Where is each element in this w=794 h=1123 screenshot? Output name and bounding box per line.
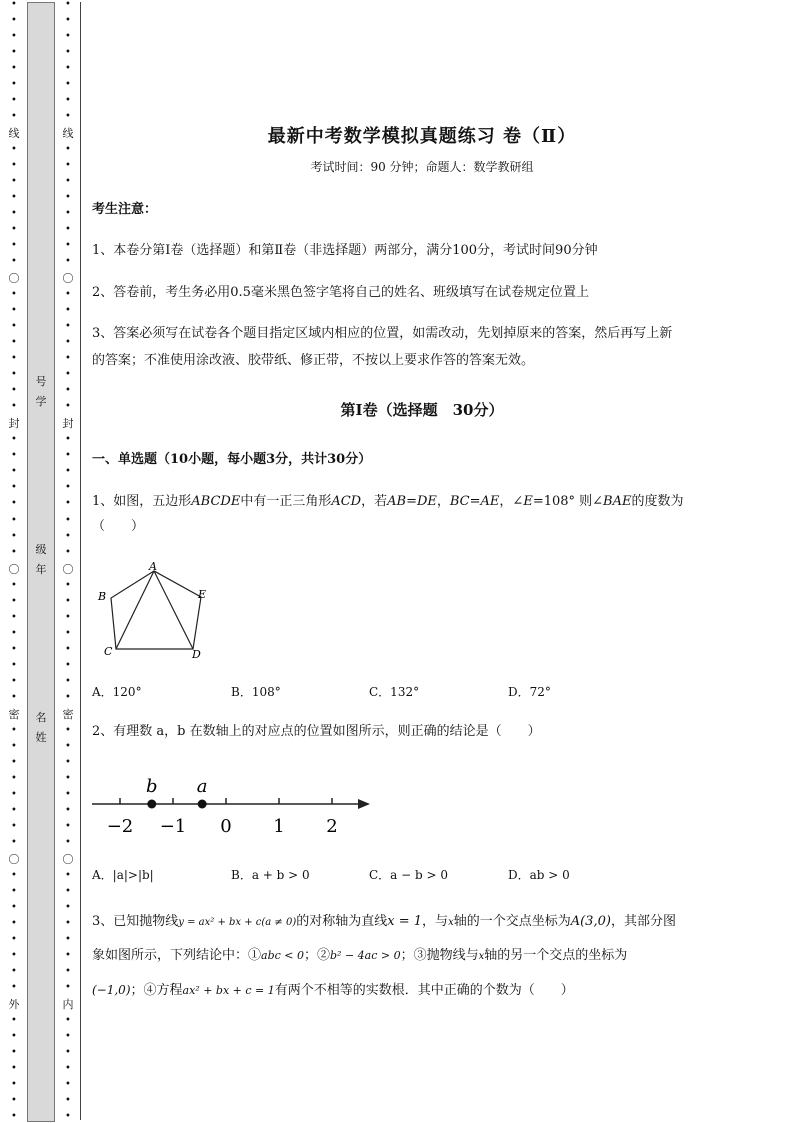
- margin-dot: •: [65, 337, 71, 349]
- margin-dot: •: [11, 176, 17, 188]
- margin-dot: •: [11, 305, 17, 317]
- label-text: 级 年: [35, 543, 47, 576]
- point-label-b: B: [98, 590, 107, 603]
- margin-dot: •: [11, 724, 17, 736]
- margin-mark: 密: [62, 707, 74, 721]
- notice-item-2: 2、答卷前，考生务必用0.5毫米黑色签字笔将自己的姓名、班级填写在试卷规定位置上: [92, 285, 589, 300]
- q3-eq: abc < 0: [261, 949, 304, 962]
- point-b-label: b: [146, 776, 158, 797]
- margin-dot: •: [65, 144, 71, 156]
- notice-item-3: 3、答案必须写在试卷各个题目指定区域内相应的位置，如需改动，先划掉原来的答案，然后再写上新: [92, 326, 673, 341]
- margin-dot: •: [11, 208, 17, 220]
- part-title: 一、单选题（10小题，每小题3分，共计30分）: [92, 452, 372, 467]
- q3-seg: ，与: [422, 914, 449, 929]
- margin-dot: •: [65, 63, 71, 75]
- q1-seg: 的度数为: [631, 494, 684, 509]
- margin-dot: •: [11, 643, 17, 655]
- margin-dot: •: [65, 401, 71, 413]
- point-b-dot: [147, 800, 156, 809]
- margin-dot: •: [65, 240, 71, 252]
- q1-text: [92, 488, 684, 516]
- margin-mark: 〇: [8, 562, 20, 576]
- margin-dot: •: [65, 901, 71, 913]
- margin-dot: •: [65, 256, 71, 268]
- margin-dot: •: [11, 772, 17, 784]
- point-a-dot: [198, 800, 207, 809]
- margin-dot: •: [65, 917, 71, 929]
- margin-dot: •: [11, 353, 17, 365]
- margin-dot: •: [65, 740, 71, 752]
- margin-dot: •: [65, 482, 71, 494]
- margin-dot: •: [11, 498, 17, 510]
- margin-dot: •: [11, 804, 17, 816]
- margin-dot: •: [65, 675, 71, 687]
- margin-dot: •: [11, 627, 17, 639]
- margin-dot: •: [11, 611, 17, 623]
- left-dotted-column: [4, 0, 24, 1123]
- number-line-arrow: [358, 799, 370, 809]
- notice-heading: 考生注意：: [92, 202, 158, 217]
- pentagon-figure: [94, 558, 224, 664]
- q3-line-3: [92, 976, 574, 1005]
- margin-mark: 〇: [8, 272, 20, 286]
- margin-dot: •: [11, 901, 17, 913]
- margin-dot: •: [65, 595, 71, 607]
- margin-dot: •: [65, 31, 71, 43]
- margin-dot: •: [11, 160, 17, 172]
- margin-dot: •: [65, 820, 71, 832]
- section-title: 第Ⅰ卷（选择题 30分）: [340, 401, 504, 419]
- q1-option-c[interactable]: C．132°: [369, 685, 420, 699]
- margin-dot: •: [65, 176, 71, 188]
- label-text: 名 姓: [35, 711, 47, 744]
- margin-dot: •: [65, 1047, 71, 1059]
- q3-seg: ；②: [303, 948, 330, 963]
- margin-dot: •: [11, 788, 17, 800]
- q3-seg: 轴的另一个交点的坐标为: [484, 948, 628, 963]
- q2-option-d[interactable]: D．ab > 0: [508, 868, 570, 882]
- margin-dot: •: [65, 1063, 71, 1075]
- margin-dot: •: [65, 95, 71, 107]
- q2-option-a[interactable]: A．|a|>|b|: [92, 868, 154, 882]
- margin-dot: •: [11, 0, 17, 10]
- margin-dot: •: [11, 369, 17, 381]
- notice-item-3-cont: 的答案；不准使用涂改液、胶带纸、修正带，不按以上要求作答的答案无效。: [92, 353, 535, 368]
- margin-dot: •: [65, 611, 71, 623]
- margin-dot: •: [65, 1031, 71, 1042]
- q1-option-d[interactable]: D．72°: [508, 685, 551, 699]
- margin-dot: •: [11, 675, 17, 687]
- margin-dot: •: [65, 111, 71, 123]
- margin-dot: •: [65, 289, 71, 301]
- margin-dot: •: [65, 1111, 71, 1123]
- q3-seg: 有两个不相等的实数根．其中正确的个数为（ ）: [274, 983, 574, 998]
- margin-dot: •: [65, 691, 71, 703]
- margin-dot: •: [65, 756, 71, 768]
- q3-line-1: [92, 908, 676, 937]
- margin-dot: •: [11, 1031, 17, 1042]
- margin-dot: •: [11, 756, 17, 768]
- margin-dot: •: [65, 434, 71, 446]
- margin-dot: •: [11, 885, 17, 897]
- margin-dot: •: [65, 546, 71, 558]
- margin-mark: 密: [8, 707, 20, 721]
- margin-dot: •: [65, 385, 71, 397]
- exam-title: 最新中考数学模拟真题练习 卷（Ⅱ）: [267, 126, 577, 147]
- margin-dot: •: [11, 111, 17, 123]
- margin-mark: 封: [8, 417, 20, 431]
- margin-dot: •: [11, 659, 17, 671]
- margin-dot: •: [11, 949, 17, 961]
- q1-seg: ，: [436, 494, 450, 509]
- q3-seg: 3、已知抛物线: [92, 914, 179, 929]
- margin-dot: •: [65, 788, 71, 800]
- margin-mark: 〇: [62, 852, 74, 866]
- q1-var: AB=DE: [387, 494, 437, 509]
- margin-dot: •: [11, 1014, 17, 1026]
- number-line-tick-label: −1: [159, 816, 187, 837]
- q1-var: E: [523, 494, 533, 509]
- margin-dot: •: [65, 0, 71, 10]
- margin-dot: •: [11, 31, 17, 43]
- margin-dot: •: [65, 305, 71, 317]
- margin-dot: •: [11, 144, 17, 156]
- label-grade: [31, 540, 51, 580]
- margin-dot: •: [65, 353, 71, 365]
- margin-dot: •: [11, 434, 17, 446]
- q1-var: ACD: [331, 494, 362, 509]
- margin-dot: •: [11, 224, 17, 236]
- margin-dot: •: [11, 869, 17, 881]
- margin-dot: •: [65, 885, 71, 897]
- margin-dot: •: [65, 208, 71, 220]
- margin-dot: •: [65, 933, 71, 945]
- margin-dot: •: [65, 643, 71, 655]
- margin-dot: •: [11, 79, 17, 91]
- margin-dot: •: [11, 546, 17, 558]
- q3-seg: ，其部分图: [610, 914, 676, 929]
- q3-eq: A(3,0): [570, 914, 611, 929]
- margin-dot: •: [11, 192, 17, 204]
- margin-dot: •: [11, 981, 17, 993]
- q3-eq: b² − 4ac > 0: [330, 949, 401, 962]
- margin-dot: •: [65, 530, 71, 542]
- margin-dot: •: [11, 917, 17, 929]
- q2-option-b[interactable]: B．a + b > 0: [231, 868, 310, 882]
- margin-dot: •: [65, 15, 71, 27]
- point-label-a: A: [149, 560, 157, 573]
- margin-dot: •: [11, 47, 17, 59]
- q3-seg: 的对称轴为直线: [296, 914, 388, 929]
- q3-var: x: [448, 917, 454, 928]
- notice-item-1: 1、本卷分第Ⅰ卷（选择题）和第Ⅱ卷（非选择题）两部分，满分100分，考试时间90分钟: [92, 243, 598, 258]
- margin-dot: •: [11, 1063, 17, 1075]
- margin-dot: •: [65, 1014, 71, 1026]
- margin-dot: •: [11, 836, 17, 848]
- q3-var: x: [478, 951, 485, 962]
- margin-dot: •: [65, 965, 71, 977]
- margin-mark: 〇: [62, 272, 74, 286]
- triangle-side-ad: [154, 571, 193, 649]
- margin-dot: •: [65, 466, 71, 478]
- q3-seg: ；④方程: [130, 983, 183, 998]
- margin-dot: •: [11, 482, 17, 494]
- margin-dot: •: [65, 514, 71, 526]
- point-label-d: D: [192, 648, 201, 661]
- label-name: [31, 708, 51, 748]
- label-student-id: [31, 372, 51, 412]
- margin-dot: •: [11, 965, 17, 977]
- margin-dot: •: [65, 949, 71, 961]
- margin-dot: •: [11, 15, 17, 27]
- margin-dot: •: [11, 691, 17, 703]
- point-label-c: C: [104, 645, 113, 658]
- margin-dot: •: [11, 385, 17, 397]
- margin-dot: •: [65, 579, 71, 591]
- q1-seg: =108° 则∠: [532, 494, 604, 509]
- margin-dot: •: [65, 47, 71, 59]
- margin-dot: •: [11, 933, 17, 945]
- margin-dot: •: [65, 627, 71, 639]
- margin-dot: •: [65, 192, 71, 204]
- margin-dot: •: [65, 724, 71, 736]
- margin-dot: •: [11, 63, 17, 75]
- q3-eq: ax² + bx + c = 1: [182, 984, 275, 997]
- margin-dot: •: [11, 1079, 17, 1091]
- margin-dot: •: [65, 659, 71, 671]
- q1-var: BC=AE: [449, 494, 500, 509]
- margin-dot: •: [65, 772, 71, 784]
- margin-dot: •: [11, 1095, 17, 1107]
- margin-dot: •: [11, 450, 17, 462]
- q1-seg: 中有一正三角形: [240, 494, 332, 509]
- binding-line: [80, 2, 81, 1120]
- q3-line-2: [92, 942, 627, 971]
- margin-dot: •: [11, 1111, 17, 1123]
- margin-dot: •: [11, 321, 17, 333]
- margin-mark: 〇: [62, 562, 74, 576]
- margin-dot: •: [65, 321, 71, 333]
- margin-dot: •: [65, 369, 71, 381]
- q1-seg: 1、如图，五边形: [92, 494, 192, 509]
- q1-var: ABCDE: [191, 494, 241, 509]
- point-a-label: a: [196, 776, 208, 797]
- margin-dot: •: [11, 579, 17, 591]
- margin-dot: •: [65, 836, 71, 848]
- margin-dot: •: [11, 466, 17, 478]
- margin-dot: •: [65, 79, 71, 91]
- q3-eq: (−1,0): [92, 983, 131, 997]
- margin-dot: •: [65, 224, 71, 236]
- margin-dot: •: [11, 256, 17, 268]
- margin-dot: •: [11, 337, 17, 349]
- margin-dot: •: [11, 514, 17, 526]
- q1-seg: ，∠: [499, 494, 524, 509]
- point-label-e: E: [198, 588, 207, 601]
- margin-mark: 封: [62, 417, 74, 431]
- margin-dot: •: [65, 450, 71, 462]
- number-line-tick-label: 1: [273, 816, 285, 837]
- number-line-tick-label: 2: [326, 816, 338, 837]
- exam-subtitle: 考试时间：90 分钟；命题人：数学教研组: [310, 160, 534, 174]
- margin-dot: •: [65, 981, 71, 993]
- q1-seg: ，若: [361, 494, 388, 509]
- q1-option-b[interactable]: B．108°: [231, 685, 281, 699]
- margin-dot: •: [11, 740, 17, 752]
- margin-dot: •: [65, 1095, 71, 1107]
- right-dotted-column: [58, 0, 78, 1123]
- q3-seg: 象如图所示，下列结论中：①: [92, 948, 262, 963]
- q3-eq: x = 1: [387, 914, 423, 929]
- number-line-tick-label: −2: [106, 816, 134, 837]
- margin-dot: •: [11, 289, 17, 301]
- number-line-tick-label: 0: [220, 816, 232, 837]
- margin-dot: •: [11, 401, 17, 413]
- margin-dot: •: [65, 160, 71, 172]
- margin-dot: •: [11, 240, 17, 252]
- margin-dot: •: [65, 869, 71, 881]
- q2-option-c[interactable]: C．a − b > 0: [369, 868, 449, 882]
- margin-dot: •: [11, 595, 17, 607]
- margin-mark: 外: [8, 997, 20, 1011]
- margin-mark: 线: [62, 127, 74, 141]
- margin-dot: •: [11, 1047, 17, 1059]
- q1-option-a[interactable]: A．120°: [92, 685, 142, 699]
- q2-text: 2、有理数 a，b 在数轴上的对应点的位置如图所示，则正确的结论是（ ）: [92, 724, 541, 739]
- q3-eq: y = ax² + bx + c(a ≠ 0): [178, 917, 297, 928]
- margin-mark: 内: [62, 997, 74, 1011]
- margin-dot: •: [65, 804, 71, 816]
- q1-var: BAE: [603, 494, 632, 509]
- q3-seg: 轴的一个交点坐标为: [453, 914, 571, 929]
- margin-dot: •: [65, 1079, 71, 1091]
- margin-dot: •: [65, 498, 71, 510]
- number-line-figure: [92, 770, 382, 845]
- q3-seg: ；③抛物线与: [400, 948, 479, 963]
- margin-dot: •: [11, 530, 17, 542]
- margin-mark: 〇: [8, 852, 20, 866]
- label-text: 号 学: [35, 375, 47, 408]
- margin-mark: 线: [8, 127, 20, 141]
- q1-paren: （ ）: [92, 519, 145, 534]
- margin-dot: •: [11, 95, 17, 107]
- margin-dot: •: [11, 820, 17, 832]
